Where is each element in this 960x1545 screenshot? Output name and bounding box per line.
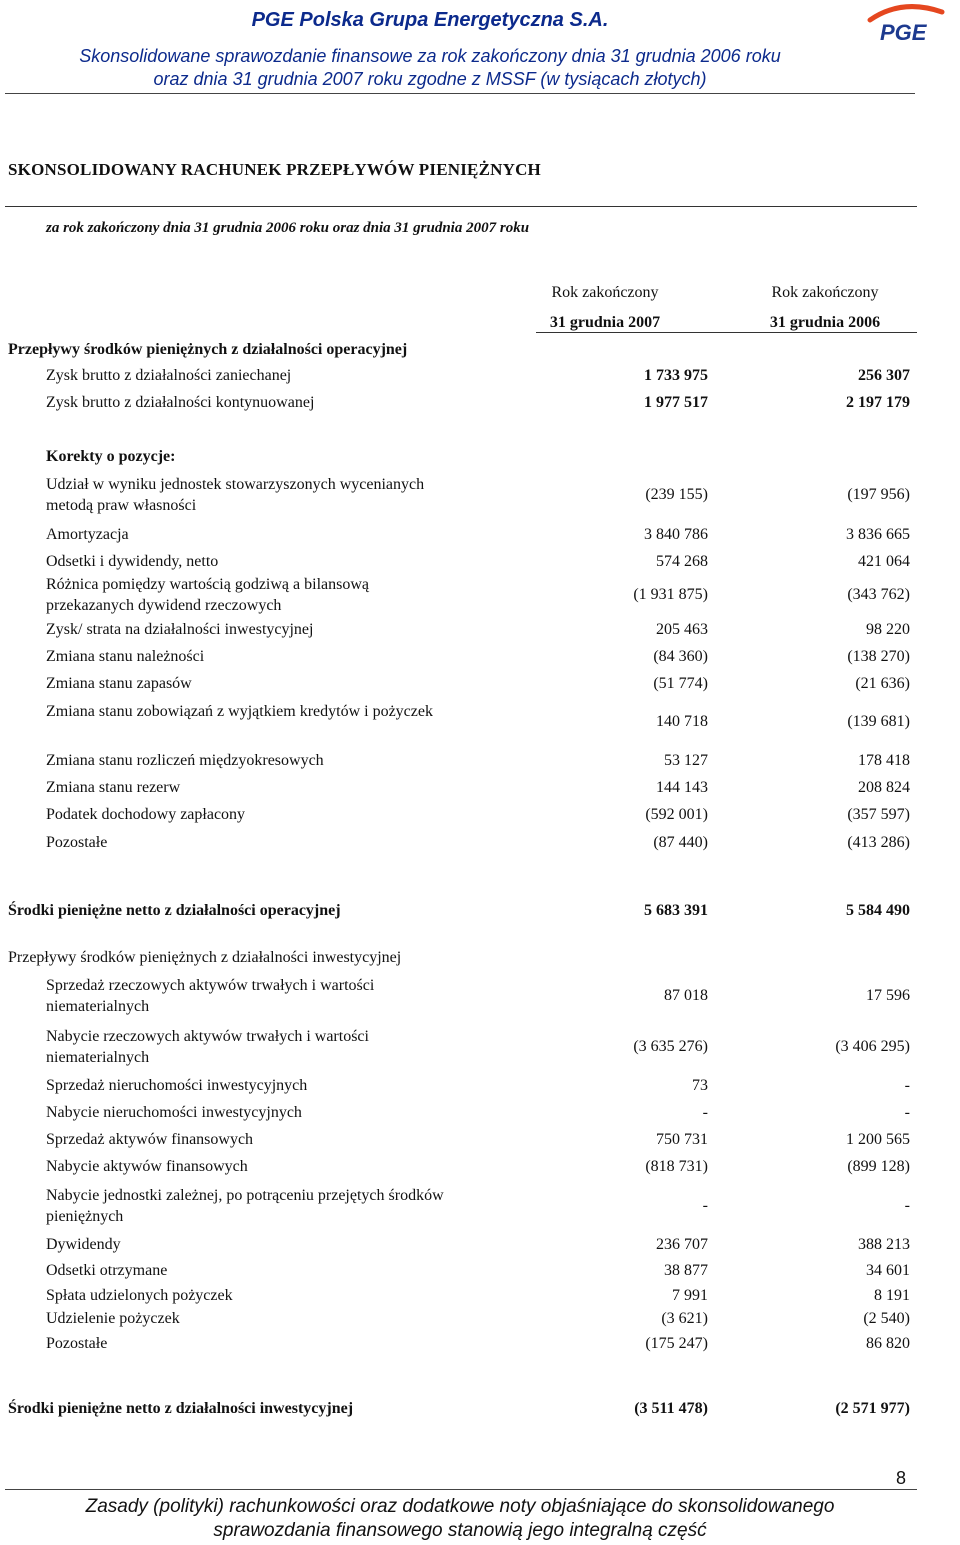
value-2006: 2 197 179 <box>846 394 910 411</box>
table-row <box>0 975 960 1017</box>
footer-divider <box>5 1489 917 1490</box>
table-row <box>0 1308 960 1329</box>
value-2006: (21 636) <box>855 675 910 692</box>
row-label: Odsetki otrzymane <box>46 1262 168 1279</box>
value-2007: 574 268 <box>656 553 708 570</box>
table-row <box>0 1156 960 1177</box>
row-label: Pozostałe <box>46 1335 108 1352</box>
table-row <box>0 619 960 640</box>
value-2007: (51 774) <box>653 675 708 692</box>
value-2007: 73 <box>692 1077 708 1094</box>
row-label: Zmiana stanu rezerw <box>46 779 181 796</box>
header-divider <box>5 93 915 94</box>
row-label: Nabycie jednostki zależnej, po potrąceniu przejętych środków pieniężnych <box>46 1187 444 1225</box>
row-label: Sprzedaż aktywów finansowych <box>46 1131 254 1148</box>
table-row <box>0 1234 960 1255</box>
row-label: Zmiana stanu zobowiązań z wyjątkiem kredytów i pożyczek <box>46 703 433 720</box>
value-2006: (343 762) <box>847 586 910 603</box>
value-2007: (3 621) <box>661 1310 708 1327</box>
logo-text: PGE <box>880 20 927 44</box>
row-label: Sprzedaż nieruchomości inwestycyjnych <box>46 1077 308 1094</box>
row-label: Przepływy środków pieniężnych z działalności inwestycyjnej <box>8 949 402 966</box>
table-row <box>0 832 960 853</box>
row-label: Środki pieniężne netto z działalności operacyjnej <box>8 902 341 919</box>
statement-title: SKONSOLIDOWANY RACHUNEK PRZEPŁYWÓW PIENIĘŻNYCH <box>8 160 541 179</box>
value-2006: 86 820 <box>866 1335 910 1352</box>
table-row <box>0 1260 960 1281</box>
value-2006: (899 128) <box>847 1158 910 1175</box>
value-2006: 178 418 <box>858 752 910 769</box>
row-label: Zysk brutto z działalności zaniechanej <box>46 367 292 384</box>
row-label: Pozostałe <box>46 834 108 851</box>
table-row <box>0 673 960 694</box>
value-2007: (3 635 276) <box>633 1038 708 1055</box>
total-row-investing <box>0 1398 960 1419</box>
table-row <box>0 750 960 771</box>
table-row <box>0 551 960 572</box>
value-2006: (413 286) <box>847 834 910 851</box>
value-2006: (2 571 977) <box>835 1400 910 1417</box>
table-row <box>0 1026 960 1068</box>
table-row <box>0 1102 960 1123</box>
header-line-2: oraz dnia 31 grudnia 2007 roku zgodne z MSSF (w tysiącach złotych) <box>153 69 707 89</box>
value-2007: (818 731) <box>645 1158 708 1175</box>
value-2006: 3 836 665 <box>846 526 910 543</box>
title-divider <box>5 206 917 207</box>
row-label: Zysk brutto z działalności kontynuowanej <box>46 394 315 411</box>
row-label: Udział w wyniku jednostek stowarzyszonych wycenianych metodą praw własności <box>46 476 425 514</box>
value-2007: 5 683 391 <box>644 902 708 919</box>
table-row <box>0 1285 960 1306</box>
row-label: Sprzedaż rzeczowych aktywów trwałych i wartości niematerialnych <box>46 977 375 1015</box>
table-row <box>0 1075 960 1096</box>
row-label: Nabycie rzeczowych aktywów trwałych i wartości niematerialnych <box>46 1028 369 1066</box>
footer-line-1: Zasady (polityki) rachunkowości oraz dodatkowe noty objaśniające do skonsolidowanego <box>85 1496 835 1517</box>
table-row <box>0 1185 960 1227</box>
value-2007: (3 511 478) <box>634 1400 708 1417</box>
value-2007: 140 718 <box>656 713 708 730</box>
header-line-1: Skonsolidowane sprawozdanie finansowe za rok zakończony dnia 31 grudnia 2006 roku <box>79 46 781 66</box>
value-2007: (1 931 875) <box>633 586 708 603</box>
subsection-heading-adjustments <box>0 446 960 467</box>
table-row <box>0 474 960 516</box>
row-label: Nabycie aktywów finansowych <box>46 1158 248 1175</box>
value-2006: - <box>904 1197 910 1214</box>
section-heading-investing <box>0 947 960 968</box>
value-2007: (175 247) <box>645 1335 708 1352</box>
value-2007: (239 155) <box>645 486 708 503</box>
row-label: Korekty o pozycje: <box>46 448 176 465</box>
value-2006: (138 270) <box>847 648 910 665</box>
value-2006: - <box>904 1077 910 1094</box>
table-row <box>0 1333 960 1354</box>
value-2006: 5 584 490 <box>846 902 910 919</box>
column-divider <box>536 332 917 333</box>
value-2007: 1 733 975 <box>644 367 708 384</box>
value-2006: (2 540) <box>863 1310 910 1327</box>
value-2007: 87 018 <box>664 987 708 1004</box>
footer-line-2: sprawozdania finansowego stanowią jego integralną część <box>213 1520 707 1541</box>
value-2006: 17 596 <box>866 987 910 1004</box>
page-number: 8 <box>896 1468 907 1488</box>
value-2006: 98 220 <box>866 621 910 638</box>
table-row <box>0 701 960 743</box>
value-2007: 144 143 <box>656 779 708 796</box>
company-name: PGE Polska Grupa Energetyczna S.A. <box>251 9 609 31</box>
table-row <box>0 804 960 825</box>
column-2007-heading: Rok zakończony <box>551 284 659 301</box>
value-2007: (84 360) <box>653 648 708 665</box>
row-label: Dywidendy <box>46 1236 121 1253</box>
row-label: Nabycie nieruchomości inwestycyjnych <box>46 1104 302 1121</box>
row-label: Spłata udzielonych pożyczek <box>46 1287 233 1304</box>
statement-subtitle: za rok zakończony dnia 31 grudnia 2006 roku oraz dnia 31 grudnia 2007 roku <box>46 220 530 236</box>
row-label: Zmiana stanu należności <box>46 648 205 665</box>
value-2007: - <box>702 1104 708 1121</box>
row-label: Odsetki i dywidendy, netto <box>46 553 219 570</box>
page-header <box>0 0 960 96</box>
value-2006: (197 956) <box>847 486 910 503</box>
column-2007-date: 31 grudnia 2007 <box>549 314 661 331</box>
value-2006: 208 824 <box>858 779 910 796</box>
value-2006: 8 191 <box>874 1287 910 1304</box>
row-label: Zysk/ strata na działalności inwestycyjnej <box>46 621 314 638</box>
table-row <box>0 1129 960 1150</box>
table-row <box>0 524 960 545</box>
table-row <box>0 392 960 413</box>
value-2007: 7 991 <box>672 1287 708 1304</box>
value-2006: (357 597) <box>847 806 910 823</box>
row-label: Zmiana stanu zapasów <box>46 675 192 692</box>
pge-logo-icon <box>862 4 956 44</box>
value-2006: 421 064 <box>858 553 910 570</box>
value-2006: (3 406 295) <box>835 1038 910 1055</box>
table-row <box>0 646 960 667</box>
value-2007: 236 707 <box>656 1236 708 1253</box>
value-2007: - <box>702 1197 708 1214</box>
value-2007: 1 977 517 <box>644 394 708 411</box>
section-heading-operating <box>0 339 960 360</box>
value-2006: 1 200 565 <box>846 1131 910 1148</box>
row-label: Zmiana stanu rozliczeń międzyokresowych <box>46 752 324 769</box>
value-2007: (592 001) <box>645 806 708 823</box>
value-2007: 38 877 <box>664 1262 708 1279</box>
value-2006: 256 307 <box>858 367 910 384</box>
value-2007: 205 463 <box>656 621 708 638</box>
total-row-operating <box>0 900 960 921</box>
row-label: Różnica pomiędzy wartością godziwą a bilansową przekazanych dywidend rzeczowych <box>46 576 369 614</box>
column-2006-date: 31 grudnia 2006 <box>769 314 881 331</box>
row-label: Udzielenie pożyczek <box>46 1310 180 1327</box>
value-2006: 388 213 <box>858 1236 910 1253</box>
value-2006: 34 601 <box>866 1262 910 1279</box>
row-label: Przepływy środków pieniężnych z działalności operacyjnej <box>8 341 408 358</box>
table-row <box>0 777 960 798</box>
row-label: Środki pieniężne netto z działalności inwestycyjnej <box>8 1400 354 1417</box>
table-row <box>0 365 960 386</box>
value-2006: (139 681) <box>847 713 910 730</box>
table-row <box>0 574 960 616</box>
value-2007: 750 731 <box>656 1131 708 1148</box>
column-2006-heading: Rok zakończony <box>771 284 879 301</box>
row-label: Amortyzacja <box>46 526 129 543</box>
value-2007: 53 127 <box>664 752 708 769</box>
value-2007: (87 440) <box>653 834 708 851</box>
value-2007: 3 840 786 <box>644 526 708 543</box>
row-label: Podatek dochodowy zapłacony <box>46 806 246 823</box>
value-2006: - <box>904 1104 910 1121</box>
